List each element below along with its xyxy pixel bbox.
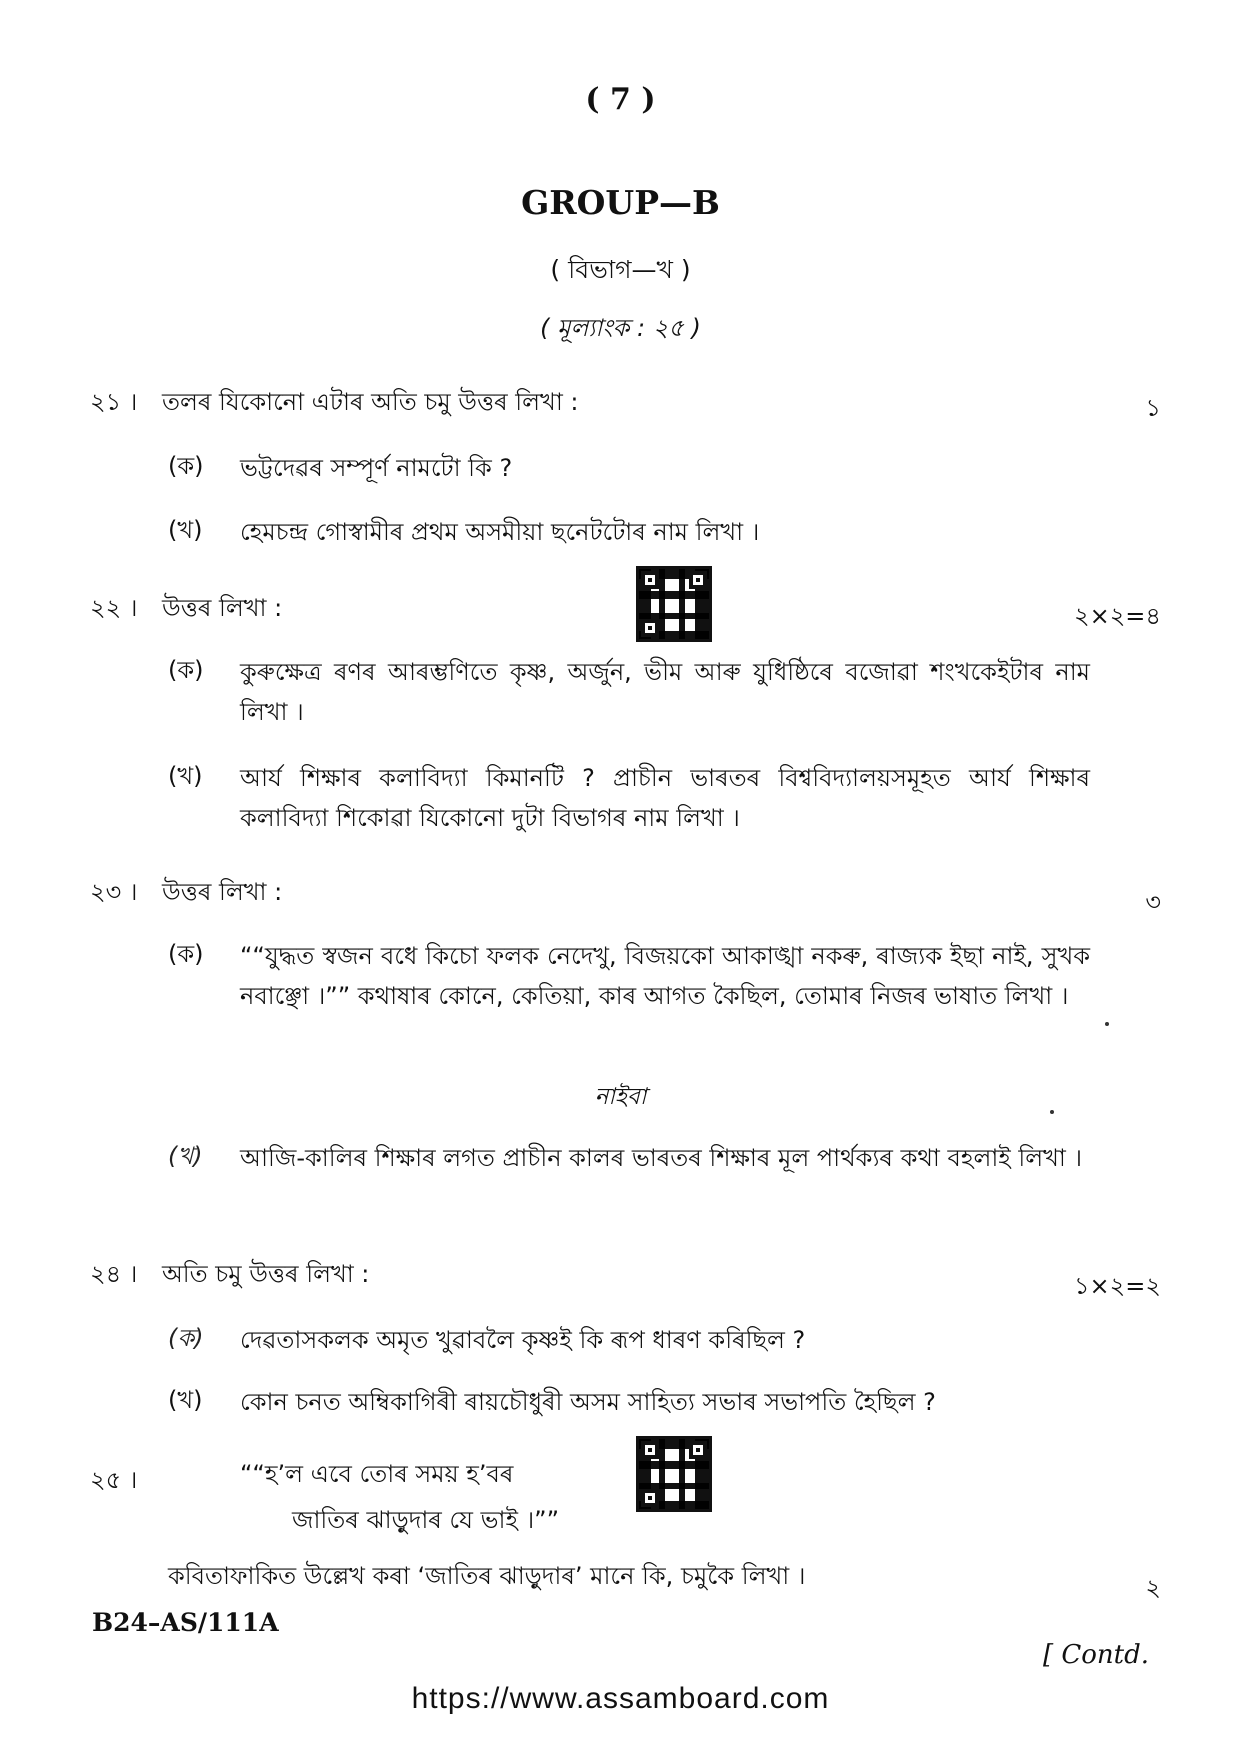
poem-line-2: জাতিৰ ঝাড়ুদাৰ যে ভাই ।””: [292, 1506, 560, 1534]
part-text-23-ka: ““যুদ্ধত স্বজন বধে কিচো ফলক নেদেখু, বিজয়কো আকাঙ্খা নকৰু, ৰাজ্যক ইছা নাই, সুখক নবাঞ্ছো ।”” কথাষাৰ কোনে, কেতিয়া, কাৰ আগত কৈছিল, তোমাৰ নিজৰ ভাষাত লিখা ।: [240, 942, 1090, 1010]
part-text-24-kha: কোন চনত অম্বিকাগিৰী ৰায়চৌধুৰী অসম সাহিত্য সভাৰ সভাপতি হৈছিল ?: [240, 1388, 936, 1416]
marks-total: ( মূল্যাংক : ২৫ ): [540, 314, 701, 342]
marks-23: ৩: [1145, 888, 1161, 916]
question-text-24: অতি চমু উত্তৰ লিখা :: [162, 1260, 370, 1288]
part-label-22-kha: (খ): [168, 762, 203, 790]
part-label-21-ka: (ক): [168, 452, 204, 480]
website-url: https://www.assamboard.com: [411, 1682, 830, 1715]
stray-mark: [1050, 1110, 1054, 1114]
paper-code: B24–AS/111A: [92, 1608, 279, 1637]
marks-24: ১×২=২: [1073, 1272, 1161, 1300]
group-title: GROUP—B: [521, 183, 720, 222]
part-text-22-ka: কুৰুক্ষেত্ৰ ৰণৰ আৰম্ভণিতে কৃষ্ণ, অৰ্জুন, ভীম আৰু যুধিষ্ঠিৰে বজোৱা শংখকেইটাৰ নাম লিখা ।: [240, 658, 1090, 726]
question-number-22: ২২ ।: [90, 594, 138, 622]
continued-label: [ Contd.: [1042, 1640, 1149, 1670]
section-label: ( বিভাগ—খ ): [550, 255, 691, 284]
qr-code-icon: [636, 566, 712, 642]
part-label-22-ka: (ক): [168, 656, 204, 684]
question-number-21: ২১ ।: [90, 388, 138, 416]
part-text-21-kha: হেমচন্দ্ৰ গোস্বামীৰ প্ৰথম অসমীয়া ছনেটটোৰ নাম লিখা ।: [240, 518, 760, 546]
question-number-25: ২৫ ।: [90, 1466, 138, 1494]
part-label-23-ka: (ক): [168, 940, 204, 968]
part-text-24-ka: দেৱতাসকলক অমৃত খুৱাবলৈ কৃষ্ণই কি ৰূপ ধাৰণ কৰিছিল ?: [240, 1326, 806, 1354]
stray-mark: [1105, 1022, 1109, 1026]
question-text-22: উত্তৰ লিখা :: [162, 594, 283, 622]
question-number-23: ২৩ ।: [90, 878, 138, 906]
part-text-21-ka: ভট্টদেৱৰ সম্পূৰ্ণ নামটো কি ?: [240, 454, 513, 482]
part-label-24-kha: (খ): [168, 1386, 203, 1414]
or-label: নাইবা: [594, 1084, 647, 1110]
question-number-24: ২৪ ।: [90, 1260, 138, 1288]
poem-line-1: ““হ’ল এবে তোৰ সময় হ’বৰ: [240, 1460, 514, 1488]
part-label-23-kha: (খ): [168, 1142, 203, 1170]
qr-code-icon: [636, 1436, 712, 1512]
question-text-25: কবিতাফাকিত উল্লেখ কৰা ‘জাতিৰ ঝাড়ুদাৰ’ মানে কি, চমুকৈ লিখা ।: [168, 1562, 806, 1590]
question-text-23: উত্তৰ লিখা :: [162, 878, 283, 906]
part-text-22-kha: আৰ্য শিক্ষাৰ কলাবিদ্যা কিমানটি ? প্ৰাচীন ভাৰতৰ বিশ্ববিদ্যালয়সমূহত আৰ্য শিক্ষাৰ কলাবিদ্যা শিকোৱা যিকোনো দুটা বিভাগৰ নাম লিখা ।: [240, 764, 1090, 832]
question-text-21: তলৰ যিকোনো এটাৰ অতি চমু উত্তৰ লিখা :: [162, 388, 579, 416]
part-label-24-ka: (ক): [168, 1324, 204, 1352]
part-label-21-kha: (খ): [168, 516, 203, 544]
part-text-23-kha: আজি-কালিৰ শিক্ষাৰ লগত প্ৰাচীন কালৰ ভাৰতৰ শিক্ষাৰ মূল পাৰ্থক্যৰ কথা বহলাই লিখা ।: [240, 1144, 1083, 1172]
marks-21: ১: [1145, 394, 1161, 422]
marks-22: ২×২=৪: [1073, 602, 1161, 630]
marks-25: ২: [1145, 1574, 1161, 1602]
page-number: ( 7 ): [585, 82, 656, 117]
